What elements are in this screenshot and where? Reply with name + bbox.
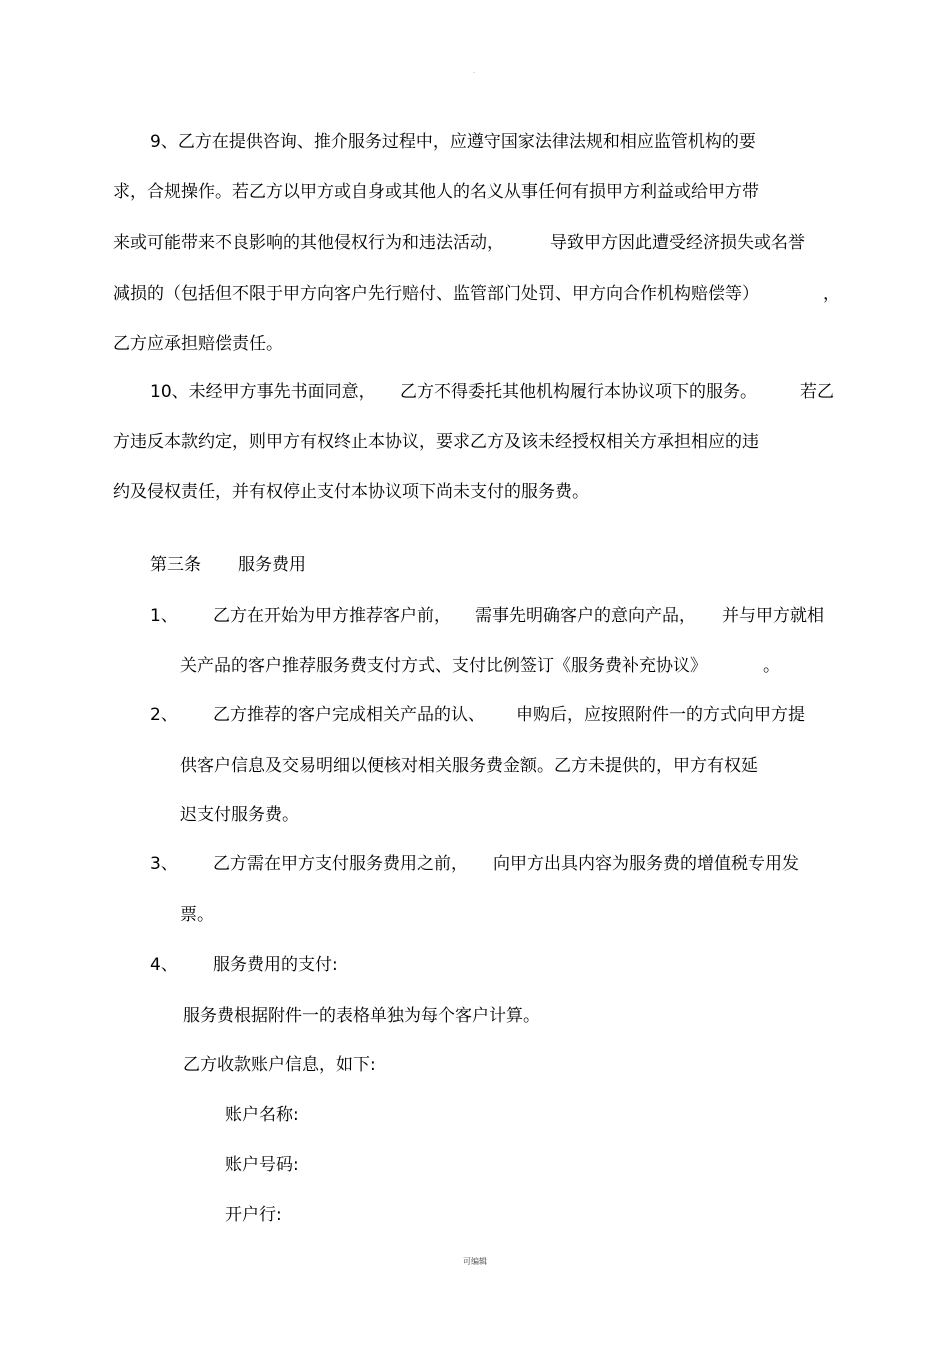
item3-line1a: 乙方需在甲方支付服务费用之前， <box>213 854 468 874</box>
clause9-line2: 求，合规操作。若乙方以甲方或自身或其他人的名义从事任何有损甲方利益或给甲方带 <box>113 182 759 202</box>
item1-line1c: 并与甲方就相 <box>722 606 824 626</box>
item3-line1b: 向甲方出具内容为服务费的增值税专用发 <box>493 854 799 874</box>
clause10-line1c: 若乙 <box>800 382 834 402</box>
item1-line2a: 关产品的客户推荐服务费支付方式、支付比例签订《服务费补充协议》 <box>180 656 707 676</box>
item2-number: 2、 <box>150 705 178 725</box>
article3-number: 第三条 <box>150 555 201 575</box>
item4-number: 4、 <box>150 955 178 975</box>
clause9-line4b: ， <box>823 284 840 304</box>
item2-line1a: 乙方推荐的客户完成相关产品的认、 <box>213 705 485 725</box>
item1-line1a: 乙方在开始为甲方推荐客户前， <box>213 606 451 626</box>
article3-title: 服务费用 <box>238 555 306 575</box>
clause9-line3b: 导致甲方因此遭受经济损失或名誉 <box>550 233 805 253</box>
item2-line2: 供客户信息及交易明细以便核对相关服务费金额。乙方未提供的，甲方有权延 <box>180 756 758 776</box>
clause9-line1: 9、乙方在提供咨询、推介服务过程中，应遵守国家法律法规和相应监管机构的要 <box>150 132 756 152</box>
item3-number: 3、 <box>150 854 178 874</box>
item1-line1b: 需事先明确客户的意向产品， <box>475 606 696 626</box>
clause10-line1a: 10、未经甲方事先书面同意， <box>150 382 376 402</box>
item4-sub1: 服务费根据附件一的表格单独为每个客户计算。 <box>183 1006 540 1026</box>
item1-line2b: 。 <box>763 656 780 676</box>
clause9-line4a: 减损的（包括但不限于甲方向客户先行赔付、监管部门处罚、甲方向合作机构赔偿等） <box>113 284 759 304</box>
item2-line1b: 申购后，应按照附件一的方式向甲方提 <box>516 705 805 725</box>
account-name-label: 账户名称: <box>225 1105 299 1125</box>
clause10-line1b: 乙方不得委托其他机构履行本协议项下的服务。 <box>400 382 757 402</box>
bank-label: 开户行: <box>225 1205 282 1225</box>
clause10-line2: 方违反本款约定，则甲方有权终止本协议，要求乙方及该未经授权相关方承担相应的违 <box>113 432 759 452</box>
clause9-line3a: 来或可能带来不良影响的其他侵权行为和违法活动， <box>113 233 504 253</box>
item3-line2: 票。 <box>180 905 214 925</box>
item2-line3: 迟支付服务费。 <box>180 805 299 825</box>
account-number-label: 账户号码: <box>225 1155 299 1175</box>
item4-line1: 服务费用的支付: <box>213 955 338 975</box>
clause10-line3: 约及侵权责任，并有权停止支付本协议项下尚未支付的服务费。 <box>113 482 589 502</box>
item1-number: 1、 <box>150 606 178 626</box>
item4-sub2: 乙方收款账户信息，如下: <box>183 1055 376 1075</box>
header-mark: · <box>473 70 475 77</box>
clause9-line5: 乙方应承担赔偿责任。 <box>113 334 283 354</box>
page-footer: 可编辑 <box>463 1257 487 1266</box>
